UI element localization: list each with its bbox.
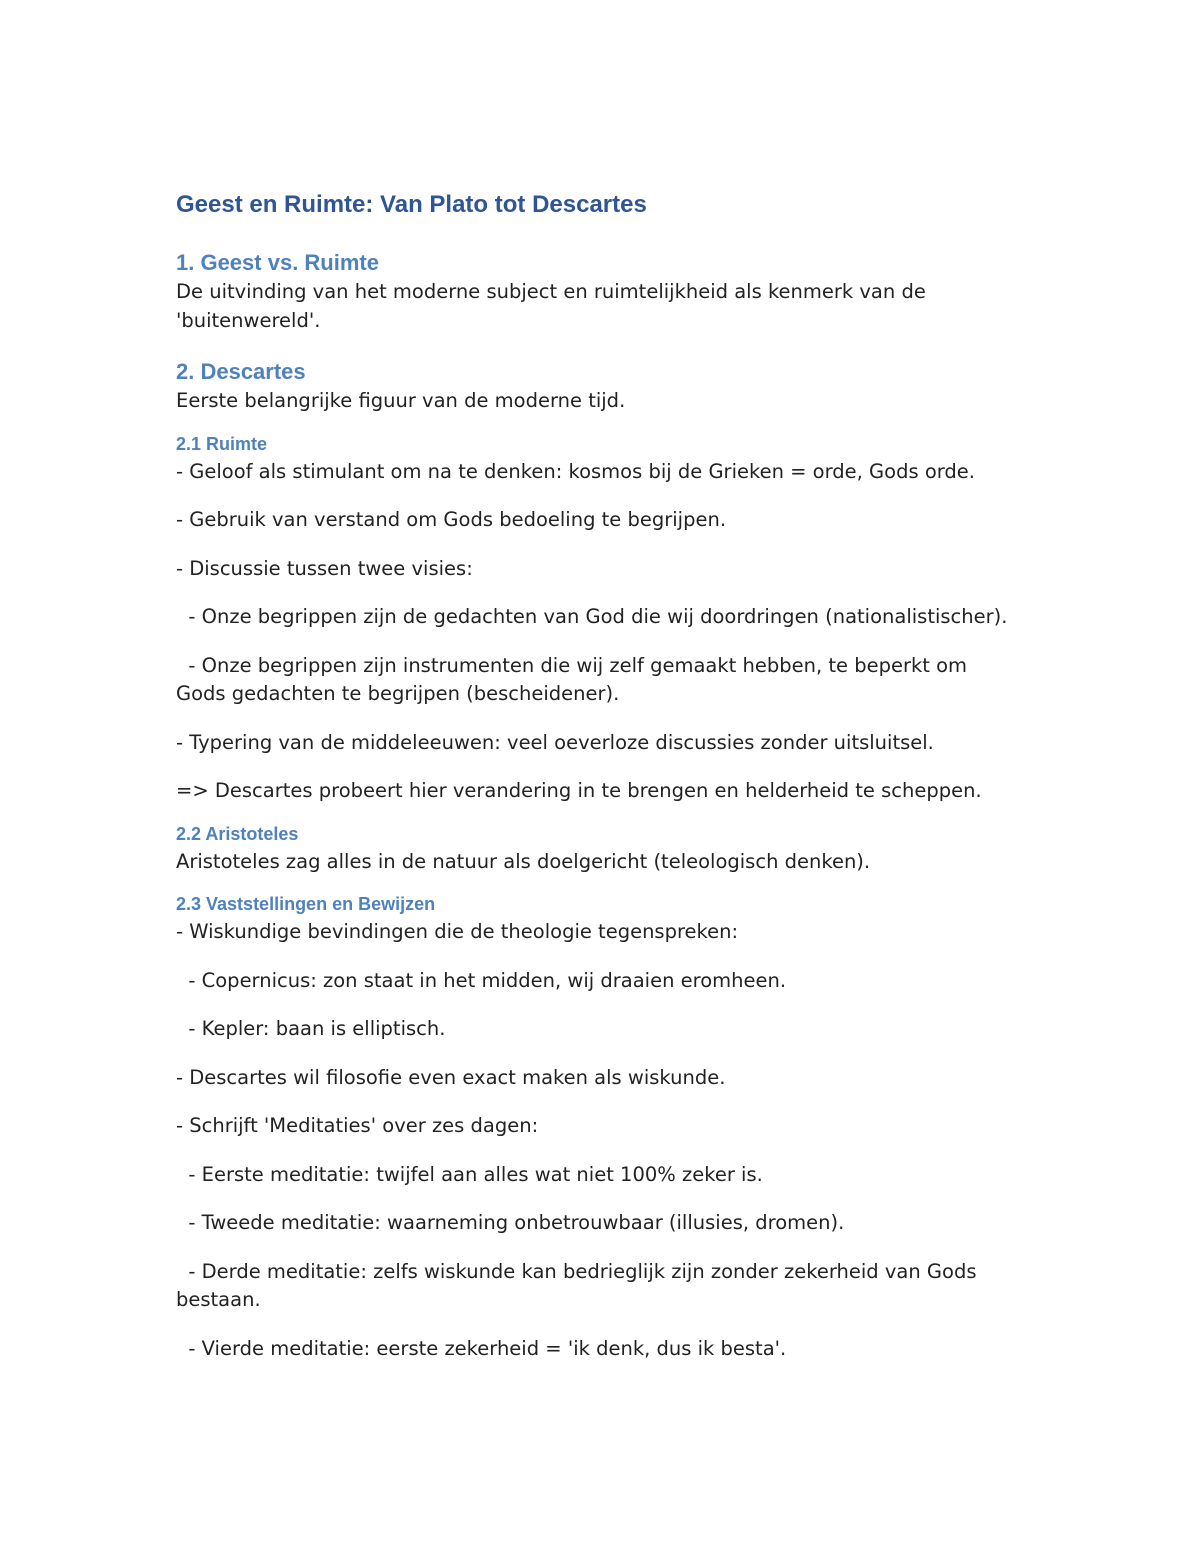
section-text-descartes: Eerste belangrijke figuur van de moderne tijd. bbox=[176, 389, 626, 412]
list-item: - Descartes wil filosofie even exact maken als wiskunde. bbox=[176, 1065, 726, 1089]
subsection-heading-ruimte: 2.1 Ruimte bbox=[176, 433, 268, 454]
list-item: - Geloof als stimulant om na te denken: kosmos bij de Grieken = orde, Gods orde. bbox=[176, 459, 976, 483]
list-item: - Schrijft 'Meditaties' over zes dagen: bbox=[176, 1114, 539, 1137]
subsection-heading-aristoteles: 2.2 Aristoteles bbox=[176, 823, 299, 844]
list-item: - Tweede meditatie: waarneming onbetrouwbaar (illusies, dromen). bbox=[176, 1211, 845, 1234]
section-heading-descartes: 2. Descartes bbox=[176, 359, 306, 384]
list-item: - Discussie tussen twee visies: bbox=[176, 556, 473, 580]
list-item: - Typering van de middeleeuwen: veel oeverloze discussies zonder uitsluitsel. bbox=[176, 730, 934, 754]
list-item: - Kepler: baan is elliptisch. bbox=[176, 1017, 446, 1040]
list-item: - Onze begrippen zijn instrumenten die wij zelf gemaakt hebben, te beperkt om Gods gedachten te begrijpen (bescheidener). bbox=[176, 653, 974, 705]
subsection-heading-vaststellingen: 2.3 Vaststellingen en Bewijzen bbox=[176, 894, 436, 914]
list-item: - Vierde meditatie: eerste zekerheid = 'ik denk, dus ik besta'. bbox=[176, 1336, 787, 1360]
section-heading-geest-vs-ruimte: 1. Geest vs. Ruimte bbox=[176, 250, 379, 275]
list-item: - Wiskundige bevindingen die de theologie tegenspreken: bbox=[176, 920, 739, 943]
list-item: - Onze begrippen zijn de gedachten van God die wij doordringen (nationalistischer). bbox=[176, 605, 1008, 628]
document-title: Geest en Ruimte: Van Plato tot Descartes bbox=[176, 191, 647, 218]
list-item: => Descartes probeert hier verandering in te brengen en helderheid te scheppen. bbox=[176, 779, 982, 802]
list-item: - Gebruik van verstand om Gods bedoeling te begrijpen. bbox=[176, 508, 727, 531]
list-item: - Copernicus: zon staat in het midden, wij draaien eromheen. bbox=[176, 968, 787, 992]
document-page bbox=[176, 188, 1016, 1383]
section-text-aristoteles: Aristoteles zag alles in de natuur als doelgericht (teleologisch denken). bbox=[176, 849, 871, 873]
section-text-geest-vs-ruimte: De uitvinding van het moderne subject en ruimtelijkheid als kenmerk van de 'buitenwereld'. bbox=[176, 280, 926, 332]
list-item: - Derde meditatie: zelfs wiskunde kan bedrieglijk zijn zonder zekerheid van Gods bestaan. bbox=[176, 1259, 983, 1311]
list-item: - Eerste meditatie: twijfel aan alles wat niet 100% zeker is. bbox=[176, 1162, 763, 1186]
